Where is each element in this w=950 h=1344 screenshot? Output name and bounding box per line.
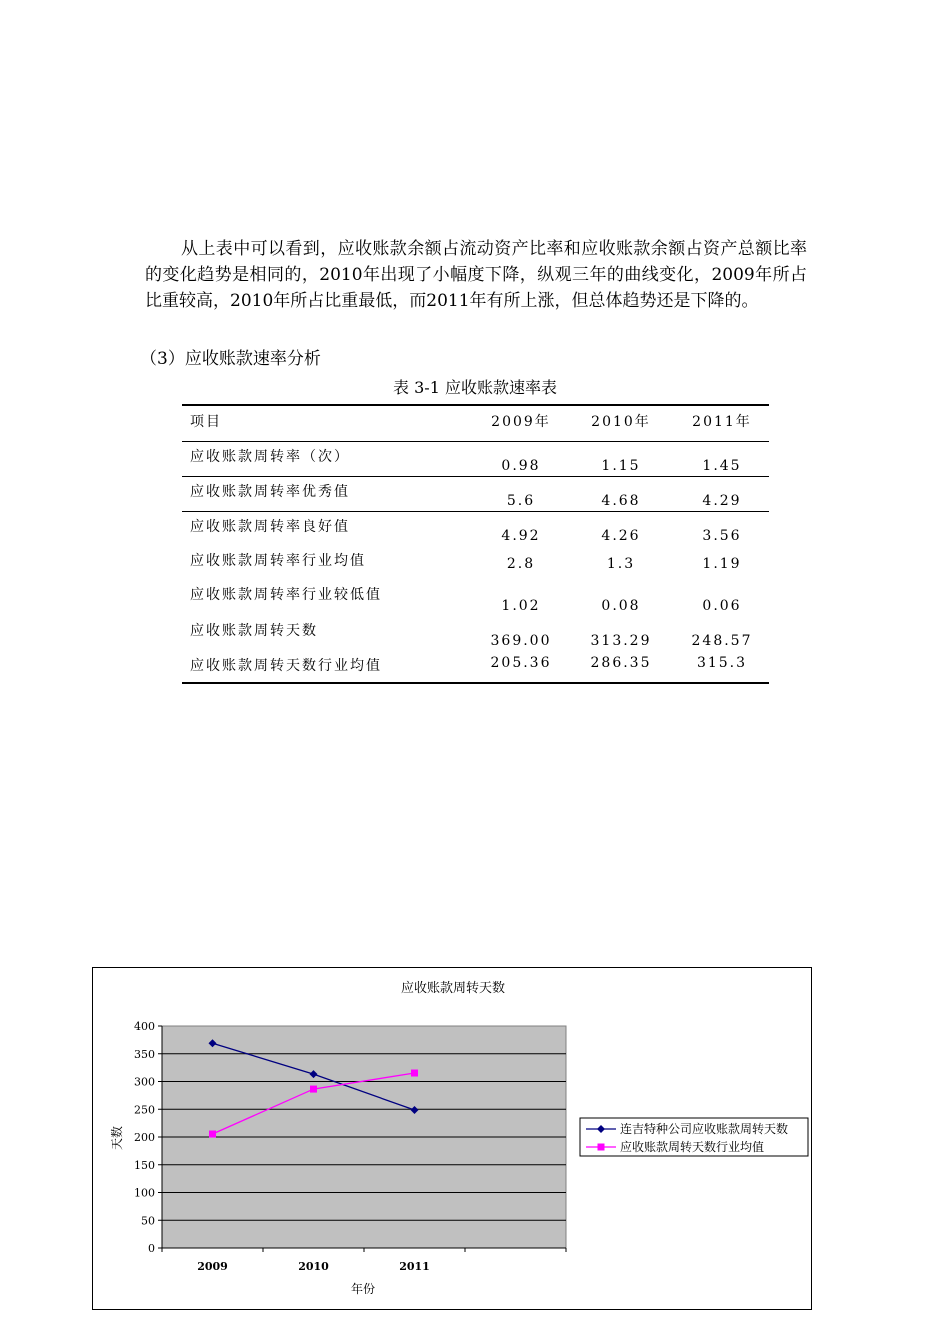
table-row <box>182 441 769 476</box>
legend-marker-square <box>598 1144 605 1151</box>
header-2010: 2010年 <box>591 414 651 430</box>
y-tick-label: 400 <box>134 1020 155 1033</box>
cell-value: 313.29 <box>590 633 652 649</box>
y-tick-label: 300 <box>134 1075 155 1089</box>
cell-value: 315.3 <box>696 655 748 671</box>
chart-title: 应收账款周转天数 <box>400 981 506 996</box>
row-label: 应收账款周转天数 <box>190 623 318 639</box>
header-item: 项目 <box>190 414 222 430</box>
row-label: 应收账款周转率（次） <box>190 448 350 465</box>
y-axis-label: 天数 <box>110 1125 124 1151</box>
chart-frame <box>92 967 812 1310</box>
cell-value: 1.3 <box>606 556 636 572</box>
y-tick-label: 150 <box>134 1158 155 1172</box>
row-label: 应收账款周转率良好值 <box>190 518 350 535</box>
row-label: 应收账款周转天数行业均值 <box>190 658 382 674</box>
cell-value: 4.92 <box>501 528 541 544</box>
y-tick-label: 100 <box>134 1186 155 1200</box>
table-header-row <box>182 405 769 441</box>
x-tick-label: 2010 <box>298 1260 329 1273</box>
table-row <box>182 616 769 651</box>
cell-value: 4.68 <box>601 492 641 509</box>
row-label: 应收账款周转率优秀值 <box>190 483 350 500</box>
legend-label: 连吉特种公司应收账款周转天数 <box>620 1122 789 1136</box>
cell-value: 4.26 <box>601 528 641 544</box>
cell-value: 2.8 <box>506 556 536 572</box>
legend-label: 应收账款周转天数行业均值 <box>620 1140 765 1154</box>
cell-value: 4.29 <box>702 492 742 509</box>
y-tick-label: 0 <box>148 1242 155 1255</box>
section-heading: （3）应收账款速率分析 <box>140 349 321 369</box>
cell-value: 5.6 <box>506 492 536 509</box>
table-row <box>182 511 769 546</box>
table-row <box>182 546 769 574</box>
y-tick-label: 250 <box>134 1103 155 1117</box>
y-tick-label: 50 <box>141 1214 155 1228</box>
cell-value: 248.57 <box>691 633 753 649</box>
cell-value: 1.19 <box>702 556 742 572</box>
y-tick-label: 200 <box>134 1131 155 1144</box>
body-paragraph: 从上表中可以看到，应收账款余额占流动资产比率和应收账款余额占资产总额比率的变化趋势是相同的，2010年出现了小幅度下降，纵观三年的曲线变化，2009年所占比重较高，2010年所占比重最低，而2011年有所上涨，但总体趋势还是下降的。 <box>145 239 807 311</box>
data-point-square <box>310 1086 317 1093</box>
y-tick-label: 350 <box>134 1047 155 1061</box>
cell-value: 0.08 <box>601 598 641 614</box>
cell-value: 1.02 <box>501 598 541 614</box>
table-row <box>182 476 769 511</box>
table-row <box>182 651 769 683</box>
cell-value: 3.56 <box>702 528 742 544</box>
row-label: 应收账款周转率行业均值 <box>190 553 366 569</box>
cell-value: 0.06 <box>702 598 742 614</box>
table-row <box>182 574 769 616</box>
cell-value: 369.00 <box>490 633 552 649</box>
cell-value: 286.35 <box>590 655 652 671</box>
cell-value: 205.36 <box>490 655 552 671</box>
rate-table <box>182 404 769 684</box>
data-point-square <box>209 1131 216 1138</box>
header-2009: 2009年 <box>491 414 551 430</box>
header-2011: 2011年 <box>692 414 752 430</box>
x-tick-label: 2011 <box>399 1260 430 1273</box>
cell-value: 1.15 <box>601 457 641 474</box>
x-axis-label: 年份 <box>350 1282 376 1296</box>
cell-value: 1.45 <box>702 457 742 474</box>
data-point-square <box>411 1070 418 1077</box>
row-label: 应收账款周转率行业较低值 <box>190 587 382 603</box>
table-caption: 表 3-1 应收账款速率表 <box>393 378 557 397</box>
line-chart <box>93 968 813 1311</box>
cell-value: 0.98 <box>501 457 541 474</box>
x-tick-label: 2009 <box>197 1260 228 1273</box>
